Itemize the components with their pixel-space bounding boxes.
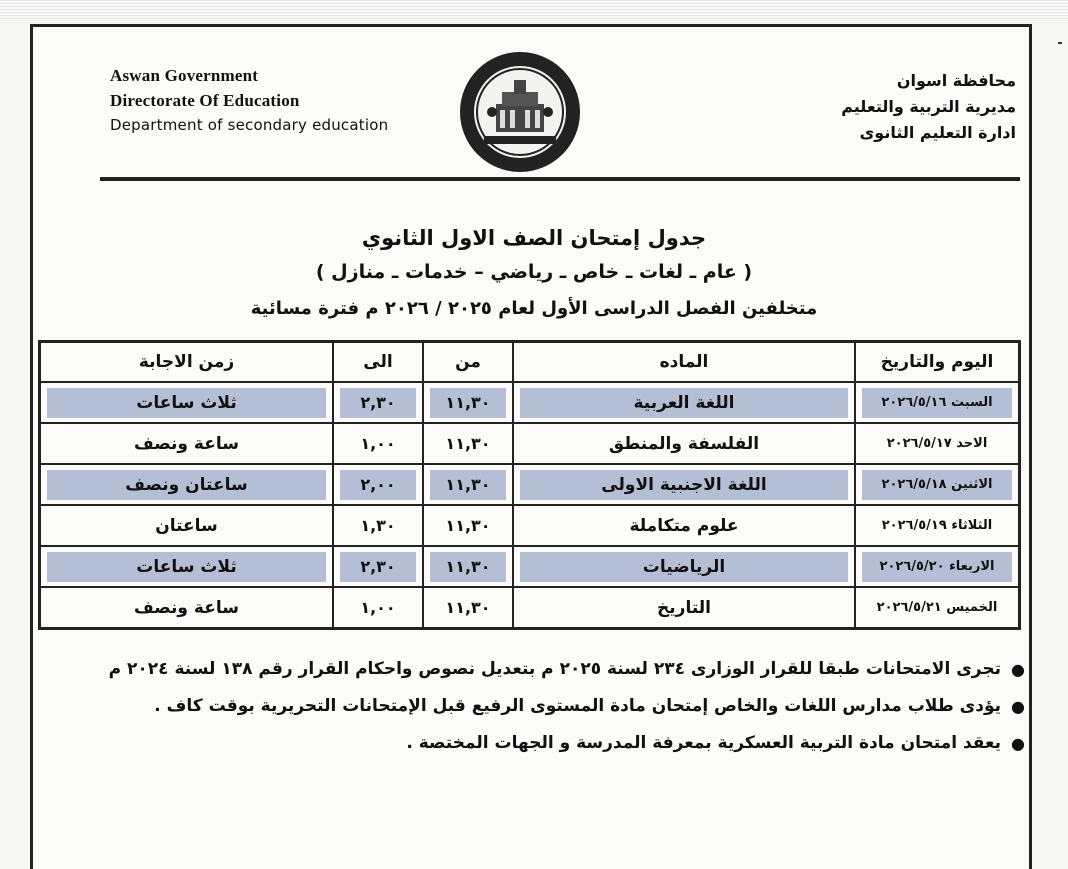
table-row	[40, 464, 1020, 505]
cell-duration-text: ثلاث ساعات	[47, 552, 326, 582]
cell-day-date	[855, 546, 1020, 587]
cell-day-date-text: الاحد ٢٠٢٦/٥/١٧	[886, 435, 988, 451]
cell-to	[333, 587, 423, 629]
header-en-line1: Aswan Government	[110, 66, 259, 85]
bullet-icon: ●	[1011, 734, 1025, 753]
cell-from-text: ١١,٣٠	[430, 388, 506, 418]
directorate-seal-icon	[458, 50, 582, 174]
cell-from	[423, 546, 513, 587]
cell-subject-text: الفلسفة والمنطق	[608, 433, 760, 454]
scan-mark	[1058, 42, 1062, 44]
cell-duration	[40, 382, 334, 423]
cell-day-date	[855, 382, 1020, 423]
note-item	[40, 730, 1025, 757]
header-day-date: اليوم والتاريخ	[855, 342, 1020, 383]
cell-to	[333, 505, 423, 546]
cell-subject-text: علوم متكاملة	[629, 515, 739, 536]
cell-from-text: ١١,٣٠	[445, 597, 491, 617]
cell-duration	[40, 587, 334, 629]
cell-from	[423, 587, 513, 629]
cell-to-text: ١,٠٠	[360, 433, 396, 453]
cell-duration	[40, 546, 334, 587]
cell-duration-text: ساعتان	[155, 515, 218, 536]
cell-from	[423, 505, 513, 546]
cell-subject	[513, 382, 855, 423]
arabic-header	[841, 68, 1016, 146]
cell-to	[333, 382, 423, 423]
cell-from-text: ١١,٣٠	[445, 515, 491, 535]
exam-schedule-table	[38, 340, 1021, 630]
bullet-icon: ●	[1011, 697, 1025, 716]
cell-from-text: ١١,٣٠	[445, 433, 491, 453]
cell-subject-text: التاريخ	[657, 597, 711, 618]
scan-top-strip	[0, 0, 1068, 20]
cell-to-text: ٢,٠٠	[340, 470, 416, 500]
cell-day-date	[855, 423, 1020, 464]
cell-to	[333, 464, 423, 505]
cell-to	[333, 423, 423, 464]
cell-day-date-text: الاربعاء ٢٠٢٦/٥/٢٠	[862, 552, 1012, 582]
header-subject: الماده	[513, 342, 855, 383]
header-en-line2: Directorate Of Education	[110, 91, 300, 110]
cell-day-date-text: الاثنين ٢٠٢٦/٥/١٨	[862, 470, 1012, 500]
cell-duration-text: ساعة ونصف	[134, 433, 239, 454]
table-row	[40, 587, 1020, 629]
cell-day-date-text: الخميس ٢٠٢٦/٥/٢١	[876, 599, 998, 615]
header-to: الى	[333, 342, 423, 383]
cell-duration	[40, 423, 334, 464]
cell-day-date	[855, 464, 1020, 505]
bullet-icon: ●	[1011, 660, 1025, 679]
cell-subject-text: اللغة العربية	[520, 388, 848, 418]
header-ar-line1: محافظة اسوان	[896, 71, 1016, 90]
cell-from	[423, 464, 513, 505]
header-en-line3: Department of secondary education	[110, 116, 389, 134]
cell-day-date	[855, 505, 1020, 546]
schedule-term: متخلفين الفصل الدراسى الأول لعام ٢٠٢٥ / ٢٠٢٦ م فترة مسائية	[250, 298, 818, 319]
cell-subject	[513, 505, 855, 546]
cell-duration	[40, 505, 334, 546]
cell-subject	[513, 423, 855, 464]
header-ar-line3: ادارة التعليم الثانوى	[859, 123, 1016, 142]
cell-from	[423, 382, 513, 423]
table-row	[40, 505, 1020, 546]
cell-to-text: ١,٠٠	[360, 597, 396, 617]
schedule-title: جدول إمتحان الصف الاول الثانوي	[361, 226, 707, 250]
note-text: يعقد امتحان مادة التربية العسكرية بمعرفة المدرسة و الجهات المختصة .	[406, 733, 1001, 753]
cell-from-text: ١١,٣٠	[430, 552, 506, 582]
cell-duration	[40, 464, 334, 505]
cell-subject	[513, 464, 855, 505]
cell-to	[333, 546, 423, 587]
table-header-row	[40, 342, 1020, 383]
table-row	[40, 423, 1020, 464]
english-header	[110, 63, 388, 138]
cell-subject-text: الرياضيات	[520, 552, 848, 582]
schedule-tracks: ( عام ـ لغات ـ خاص ـ رياضي – خدمات ـ منازل )	[315, 261, 753, 283]
cell-duration-text: ثلاث ساعات	[47, 388, 326, 418]
cell-day-date-text: السبت ٢٠٢٦/٥/١٦	[862, 388, 1012, 418]
cell-subject	[513, 546, 855, 587]
cell-to-text: ١,٣٠	[360, 515, 396, 535]
note-item	[40, 693, 1025, 720]
table-row	[40, 546, 1020, 587]
header-divider	[100, 177, 1020, 181]
note-text: تجرى الامتحانات طبقا للقرار الوزارى ٢٣٤ لسنة ٢٠٢٥ م بتعديل نصوص واحكام القرار رقم ١٣٨ لسنة ٢٠٢٤ م	[108, 659, 1001, 679]
cell-to-text: ٢,٣٠	[340, 552, 416, 582]
notes-list	[40, 656, 1025, 767]
cell-duration-text: ساعة ونصف	[134, 597, 239, 618]
header-from: من	[423, 342, 513, 383]
cell-day-date-text: الثلاثاء ٢٠٢٦/٥/١٩	[881, 517, 993, 533]
cell-day-date	[855, 587, 1020, 629]
note-item	[40, 656, 1025, 683]
header-ar-line2: مديرية التربية والتعليم	[841, 97, 1016, 116]
cell-from-text: ١١,٣٠	[430, 470, 506, 500]
cell-subject	[513, 587, 855, 629]
table-row	[40, 382, 1020, 423]
header-duration: زمن الاجابة	[40, 342, 334, 383]
cell-duration-text: ساعتان ونصف	[47, 470, 326, 500]
cell-to-text: ٢,٣٠	[340, 388, 416, 418]
cell-from	[423, 423, 513, 464]
note-text: يؤدى طلاب مدارس اللغات والخاص إمتحان مادة المستوى الرفيع قبل الإمتحانات التحريرية بوقت كاف .	[154, 696, 1001, 716]
cell-subject-text: اللغة الاجنبية الاولى	[520, 470, 848, 500]
